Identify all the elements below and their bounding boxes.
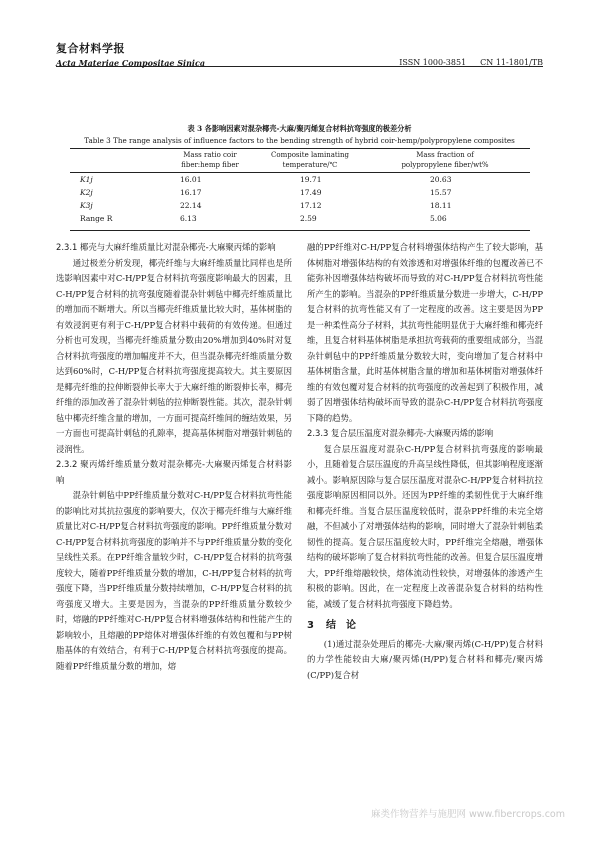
table-row: K2j 16.17 17.49 15.57 (80, 188, 452, 197)
header-line: temperature/℃ (282, 160, 338, 169)
cell: 19.71 (300, 175, 322, 184)
header-line: Mass ratio coir (183, 151, 237, 159)
section-heading-2-3-2: 2.3.2 聚丙烯纤维质量分数对混杂椰壳-大麻聚丙烯复合材料影响 (56, 459, 292, 485)
cell: 18.11 (430, 201, 452, 210)
section-heading-2-3-3: 2.3.3 复合层压温度对混杂椰壳-大麻聚丙烯的影响 (307, 428, 494, 438)
table-header-temperature (255, 151, 365, 171)
paragraph: 复合层压温度对混杂C-H/PP复合材料抗弯强度的影响最小，且随着复合层压温度的升高呈线性降低，但其影响程度逐渐减小。影响原因除与复合层压温度对混杂C-H/PP复合材料抗拉强度影响原因相同以外。还因为PP纤维的柔韧性优于大麻纤维和椰壳纤维。当复合层压温度较低时，混杂PP纤维的未完全熔融，不但减小了对增强体结构的影响，同时增大了混杂针刺毡柔韧性的提高。复合层压温度较大时，PP纤维完全熔融，增强体结构的破坏影响了复合材料抗弯性能的改善。但复合层压温度增大，PP纤维熔融较快，熔体流动性较快，对增强体的渗透产生积极的影响。因此，在一定程度上改善混杂复合材料的结构性能，减缓了复合材料抗弯强度下降趋势。 (307, 443, 543, 609)
header-line: Composite laminating (271, 151, 349, 159)
section-number: 3 (307, 620, 314, 631)
section-heading-conclusions (307, 618, 543, 634)
row-label: K3j (80, 201, 93, 210)
paragraph: 通过极差分析发现，椰壳纤维与大麻纤维质量比同样也是所选影响因素中对C-H/PP复合材料抗弯强度影响最大的因素，且C-H/PP复合材料的抗弯强度随着混杂针刺毡中椰壳纤维质量比的增加而不断增大。所以当椰壳纤维质量比较大时，基体树脂的有效浸润更有利于C-H/PP复合材料中载荷的有效传递。但通过分析也可发现，当椰壳纤维质量分数由20%增加到40%时对复合材料抗弯强度的增加幅度并不大，但当混杂椰壳纤维质量分数达到60%时，C-H/PP复合材料抗弯强度提高较大。其主要原因是椰壳纤维的拉伸断裂伸长率大于大麻纤维的断裂伸长率，椰壳纤维的添加改善了混杂针刺毡的拉伸断裂性能。其次，混杂针刺毡中椰壳纤维含量的增加，一方面可提高纤维间的缠结效果，另一方面也可提高针刺毡的孔隙率，提高基体树脂对增强针刺毡的浸润性。 (56, 257, 292, 454)
cell: 17.12 (300, 201, 322, 210)
header-rule (56, 66, 543, 67)
header-line: polypropylene fiber/wt% (401, 160, 489, 169)
table-top-rule (70, 148, 530, 149)
header-line: fiber:hemp fiber (181, 160, 239, 169)
cell: 2.59 (300, 214, 317, 223)
paragraph: (1)通过混杂处理后的椰壳-大麻/聚丙烯(C-H/PP)复合材料的力学性能较由大麻/聚丙烯(H/PP)复合材料和椰壳/聚丙烯(C/PP)复合材 (307, 638, 543, 680)
cn-number: CN 11-1801/TB (480, 58, 543, 67)
paragraph: 融的PP纤维对C-H/PP复合材料增强体结构产生了较大影响，基体树脂对增强体结构的有效渗透和对增强体纤维的包覆改善已不能弥补因增强体结构破坏而导致的对C-H/PP复合材料抗弯性能所产生的影响。当混杂的PP纤维质量分数进一步增大，C-H/PP复合材料的抗弯性能又有了一定程度的改善。这主要是因为PP是一种柔性高分子材料，其抗弯性能明显优于大麻纤维和椰壳纤维，且复合材料基体树脂是承担抗弯载荷的重要组成部分，当混杂针刺毡中的PP纤维质量分数较大时，变向增加了复合材料中基体树脂含量，此时基体树脂含量的增加和基体树脂对增强体纤维的有效包覆对复合材料的抗弯强度的改善起到了积极作用，减弱了因增强体结构破坏而导致的混杂C-H/PP复合材料抗弯强度下降的趋势。 (307, 242, 543, 423)
row-label: Range R (80, 214, 113, 223)
section-title: 结 论 (325, 620, 356, 631)
cell: 15.57 (430, 188, 452, 197)
journal-header (56, 40, 543, 68)
section-heading-2-3-1: 2.3.1 椰壳与大麻纤维质量比对混杂椰壳-大麻聚丙烯的影响 (56, 242, 276, 252)
table-row: K1j 16.01 19.71 20.63 (80, 175, 452, 184)
table-caption-cn: 表 3 各影响因素对混杂椰壳-大麻/聚丙烯复合材料抗弯强度的极差分析 (187, 124, 412, 133)
table-bottom-rule (70, 230, 530, 231)
cell: 17.49 (300, 188, 322, 197)
paragraph: 混杂针刺毡中PP纤维质量分数对C-H/PP复合材料抗弯性能的影响比对其抗拉强度的影响要大，仅次于椰壳纤维与大麻纤维质量比对C-H/PP复合材料抗弯强度的影响。PP纤维质量分数对C-H/PP复合材料抗弯强度的影响并不与PP纤维质量分数的变化呈线性关系。在PP纤维含量较少时，C-H/PP复合材料的抗弯强度较大，随着PP纤维质量分数的增加，C-H/PP复合材料的抗弯强度下降，当PP纤维质量分数持续增加，C-H/PP复合材料的抗弯强度又增大。主要是因为，当混杂的PP纤维质量分数较少时，熔融的PP纤维对C-H/PP复合材料增强体结构和性能产生的影响较小，且熔融的PP熔体对增强体纤维的有效包覆和与PP树脂基体的有效结合，有利于C-H/PP复合材料抗弯强度的提高。随着PP纤维质量分数的增加，熔 (56, 490, 292, 671)
header-line: Mass fraction of (416, 151, 474, 159)
table-row: Range R 6.13 2.59 5.06 (80, 214, 447, 223)
right-column (307, 240, 543, 683)
cell: 20.63 (430, 175, 452, 184)
table-header-rule (70, 172, 530, 173)
row-label: K2j (80, 188, 93, 197)
cell: 5.06 (430, 214, 447, 223)
table-header-pp-fraction (380, 151, 510, 171)
left-column (56, 240, 292, 674)
watermark: 麻类作物营养与施肥网 www.fibercrops.com (370, 809, 565, 820)
journal-title-en: Acta Materiae Compositae Sinica (56, 58, 205, 68)
issn-number: ISSN 1000-3851 (399, 58, 467, 67)
table-header-mass-ratio (150, 151, 270, 171)
table-row: K3j 22.14 17.12 18.11 (80, 201, 452, 210)
row-label: K1j (80, 175, 93, 184)
journal-title-cn: 复合材料学报 (56, 42, 125, 55)
table-caption-en: Table 3 The range analysis of influence factors to the bending strength of hybrid coir-hemp/polypropylene composites (84, 136, 515, 145)
